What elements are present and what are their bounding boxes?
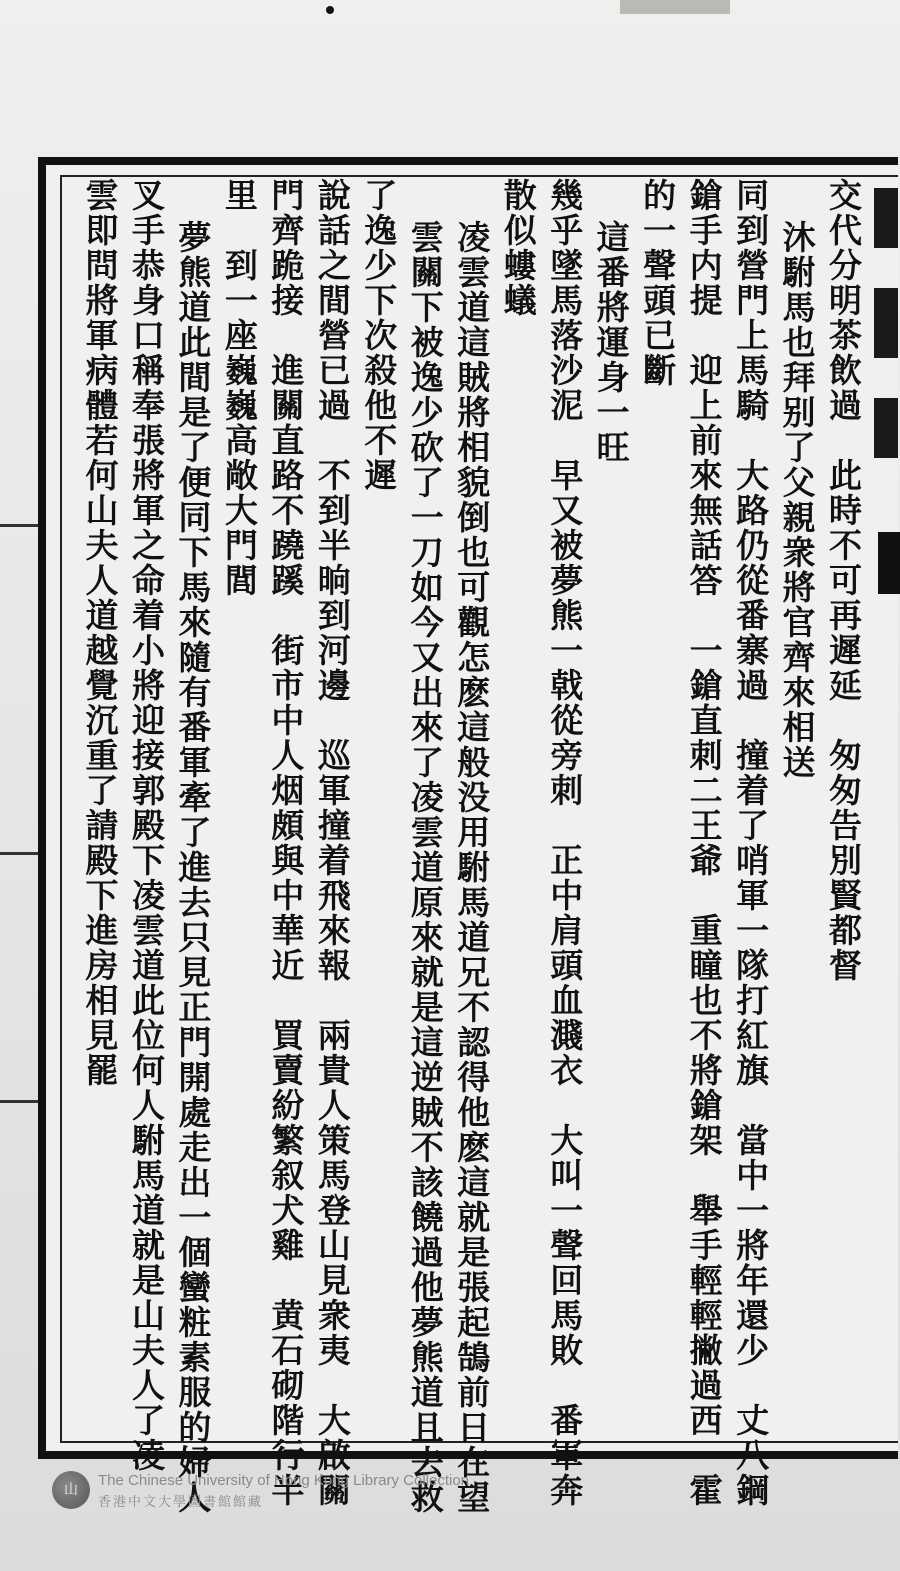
- torn-right-margin: [872, 168, 898, 468]
- collection-name-en: The Chinese University of Hong Kong Library Collection: [98, 1472, 470, 1489]
- collection-name-zh: 香港中文大學圖書館館藏: [98, 1495, 264, 1510]
- text-column: 這番將運身一旺: [591, 220, 631, 465]
- cuhk-logo-icon: 山: [52, 1471, 90, 1509]
- ink-dot: [326, 6, 334, 14]
- text-column: 的一聲頭已斷: [638, 178, 678, 388]
- text-column: 散似螻蟻: [498, 178, 538, 318]
- text-column: 幾乎墜馬落沙泥 早又被夢熊一戟從旁刺 正中肩頭血濺衣 大叫一聲回馬敗 番軍奔: [545, 178, 585, 1508]
- text-column: 叉手恭身口稱奉張將軍之命着小將迎接郭殿下凌雲道此位何人駙馬道就是山夫人了凌: [126, 178, 166, 1473]
- text-column: 里 到一座巍巍高敞大門閭: [219, 178, 259, 598]
- text-column: 沐駙馬也拜别了父親衆將官齊來相送: [777, 220, 817, 780]
- text-column: 了逸少下次殺他不遲: [359, 178, 399, 493]
- right-edge-fragment: [878, 532, 900, 594]
- text-column: 雲即問將軍病體若何山夫人道越覺沉重了請殿下進房相見罷: [80, 178, 120, 1088]
- text-column: 同到營門上馬騎 大路仍從番寨過 撞着了哨軍一隊打紅旗 當中一將年還少 丈八鋼: [731, 178, 771, 1508]
- text-column: 說話之間營已過 不到半晌到河邊 巡軍撞着飛來報 兩貴人策馬登山見衆夷 大啟關: [312, 178, 352, 1508]
- text-column: 雲關下被逸少砍了一刀如今又出來了凌雲道原來就是這逆賊不該饒過他夢熊道且去救: [405, 220, 445, 1515]
- text-column: 凌雲道這賊將相貌倒也可觀怎麽這般没用駙馬道兄不認得他麽這就是張起鵠前日在望: [452, 220, 492, 1515]
- text-column: 夢熊道此間是了便同下馬來隨有番軍牽了進去只見正門開處走出一個蠻粧素服的婦人: [173, 220, 213, 1515]
- text-column: 交代分明茶飲過 此時不可再遲延 匆匆告別賢都督: [824, 178, 863, 983]
- text-column: 門齊跪接 進關直路不蹺蹊 街市中人烟頗與中華近 買賣紛繁叙犬雞 黄石砌階行半: [266, 178, 306, 1508]
- text-column: 鎗手内提 迎上前來無話答 一鎗直刺二王爺 重瞳也不將鎗架 舉手輕輕撇過西 霍: [684, 178, 724, 1508]
- page-smudge: [620, 0, 730, 14]
- collection-footer: [52, 1469, 572, 1511]
